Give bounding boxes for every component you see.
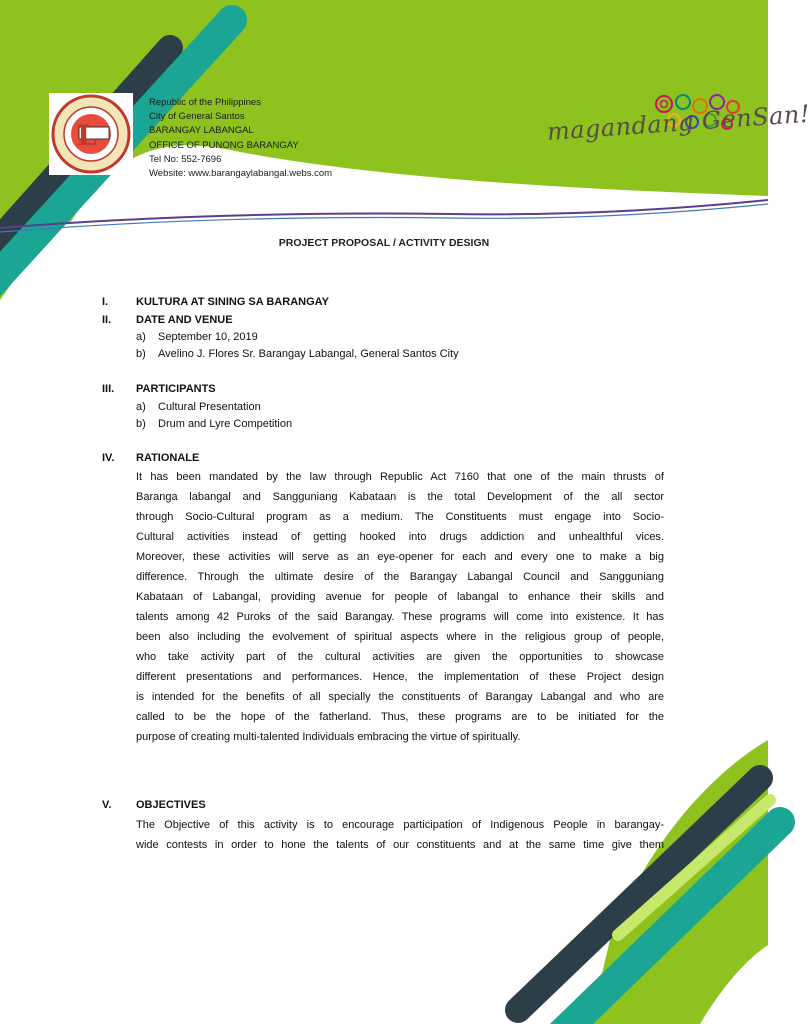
list-item-text: September 10, 2019 — [158, 331, 258, 343]
paragraph-line: through Socio-Cultural program as a medium. The Constituents must engage into Socio- — [136, 511, 664, 523]
paragraph-line: different presentations and performances. Hence, the implementation of these Project design — [136, 671, 664, 683]
header-line: BARANGAY LABANGAL — [149, 125, 254, 137]
paragraph-line: who take activity part of the cultural activities are given the opportunities to showcase — [136, 651, 664, 663]
section-heading: PARTICIPANTS — [136, 383, 216, 395]
paragraph-line: Cultural activities instead of getting hooked into drugs addiction and unhealthful vices. — [136, 531, 664, 543]
document-title: PROJECT PROPOSAL / ACTIVITY DESIGN — [278, 237, 490, 249]
paragraph-line: purpose of creating multi-talented Individuals embracing the virtue of spiritually. — [136, 731, 521, 743]
list-item-text: Drum and Lyre Competition — [158, 418, 293, 430]
paragraph-line: been also including the evolvement of spiritual aspects where in the religious group of people, — [136, 631, 664, 643]
list-marker: a) — [136, 401, 146, 413]
section-heading: RATIONALE — [136, 452, 200, 464]
seal-letter: L — [77, 119, 97, 152]
city-slogan-logo: magandang GenSan! — [546, 99, 811, 146]
section-number: IV. — [102, 452, 115, 464]
list-marker: b) — [136, 348, 146, 360]
paragraph-line: The Objective of this activity is to encourage participation of Indigenous People in barangay- — [136, 819, 664, 831]
section-heading: KULTURA AT SINING SA BARANGAY — [136, 296, 329, 308]
paragraph-line: difference. Through the ultimate desire of the Barangay Labangal Council and Sangguniang — [136, 571, 664, 583]
header-line: Republic of the Philippines — [149, 97, 261, 108]
header-line: OFFICE OF PUNONG BARANGAY — [149, 139, 299, 151]
paragraph-line: wide contests in order to hone the talents of our constituents and at the same time give them — [136, 839, 664, 851]
paragraph-line: called to be the hope of the fatherland. Thus, these programs are to be initiated for the — [136, 711, 664, 723]
header-line: Tel No: 552-7696 — [149, 153, 222, 165]
office-header — [149, 96, 332, 181]
paragraph-line: is intended for the benefits of all specially the constituents of Barangay Labangal and who are — [136, 691, 664, 703]
list-item — [136, 331, 258, 343]
paragraph-line: Baranga labangal and Sangguniang Kabataan is the total Development of the all sector — [136, 491, 664, 503]
section-number: III. — [102, 383, 115, 395]
list-item-text: Avelino J. Flores Sr. Barangay Labangal, General Santos City — [158, 348, 459, 360]
paragraph-line: Kabataan of Labangal, providing avenue for people of labangal to enhance their skills and — [136, 591, 664, 603]
list-item — [136, 401, 261, 413]
rationale-paragraph — [136, 467, 664, 747]
list-marker: a) — [136, 331, 146, 343]
list-marker: b) — [136, 418, 146, 430]
list-item — [136, 348, 459, 360]
section-heading: DATE AND VENUE — [136, 314, 233, 326]
paragraph-line: talents among 42 Puroks of the said Barangay. These programs will come into existence. It has — [136, 611, 664, 623]
barangay-seal — [49, 93, 133, 175]
section-number: V. — [102, 799, 112, 811]
list-item — [136, 418, 292, 430]
header-line: City of General Santos — [149, 111, 245, 123]
section-heading: OBJECTIVES — [136, 799, 206, 811]
paragraph-line: Moreover, these activities will serve as an eye-opener for each and every one to make a big — [136, 551, 664, 563]
list-item-text: Cultural Presentation — [158, 401, 261, 413]
section-number: I. — [102, 296, 109, 308]
paragraph-line: It has been mandated by the law through Republic Act 7160 that one of the main thrusts of — [136, 471, 664, 483]
section-number: II. — [102, 314, 112, 326]
objectives-paragraph — [136, 815, 664, 855]
header-line: Website: www.barangaylabangal.webs.com — [149, 168, 333, 180]
